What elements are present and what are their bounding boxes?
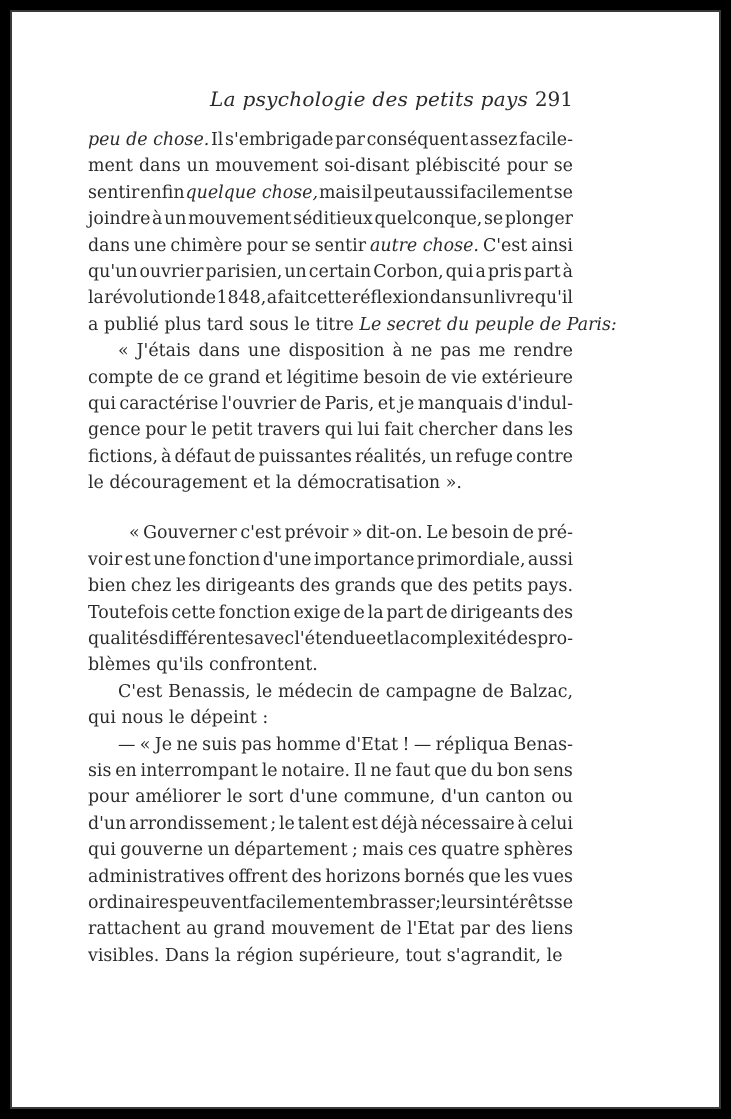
text-line: pour améliorer le sort d'une commune, d'un canton ou (88, 787, 573, 808)
book-page (10, 10, 721, 1109)
paragraph (88, 127, 617, 338)
paragraph (88, 520, 573, 678)
text-line: joindre à un mouvement séditieux quelconque, se plonger (88, 209, 573, 230)
page-number: 291 (534, 87, 573, 111)
section-gap (88, 496, 573, 520)
text-line: blèmes qu'ils confrontent. (88, 655, 318, 676)
text-line: a publié plus tard sous le titre Le secret du peuple de Paris: (88, 314, 617, 335)
text-line: qui nous le dépeint : (88, 708, 269, 729)
text-line: fictions, à défaut de puissantes réalités, un refuge contre (88, 446, 573, 467)
text-line: gence pour le petit travers qui lui fait chercher dans les (88, 420, 573, 441)
text-line: « Gouverner c'est prévoir » dit-on. Le besoin de pré- (129, 523, 573, 544)
text-line: qui gouverne un département ; mais ces quatre sphères (88, 840, 573, 861)
page-header (88, 79, 573, 119)
text-line: C'est Benassis, le médecin de campagne de Balzac, (118, 681, 573, 702)
text-line: sis en interrompant le notaire. Il ne faut que du bon sens (88, 760, 573, 781)
text-line: d'un arrondissement ; le talent est déjà nécessaire à celui (88, 813, 573, 834)
text-line: qu'un ouvrier parisien, un certain Corbon, qui a pris part à (88, 261, 573, 282)
text-line: administratives offrent des horizons bornés que les vues (88, 866, 573, 887)
text-line: dans une chimère pour se sentir autre chose. C'est ainsi (88, 235, 573, 256)
text-line: le découragement et la démocratisation ». (88, 473, 462, 494)
text-line: — « Je ne suis pas homme d'Etat ! — répliqua Benas- (118, 734, 573, 755)
text-line: la révolution de 1848, a fait cette réflexion dans un livre qu'il (88, 288, 573, 309)
text-line: voir est une fonction d'une importance primordiale, aussi (88, 549, 573, 570)
text-line: qualités différentes avec l'étendue et la complexité des pro- (88, 629, 573, 650)
text-line: sentir enfin quelque chose, mais il peut aussi facilement se (88, 182, 573, 203)
text-line: ordinaires peuvent facilement embrasser ; leurs intérêts se (88, 892, 574, 913)
text-line: Toutefois cette fonction exige de la part de dirigeants des (88, 602, 573, 623)
text-line: peu de chose. Il s'embrigade par conséquent assez facile- (88, 130, 573, 150)
quotation (88, 338, 573, 496)
text-line: visibles. Dans la région supérieure, tout s'agrandit, le (88, 945, 563, 966)
text-line: compte de ce grand et légitime besoin de vie extérieure (88, 367, 573, 388)
text-line: qui caractérise l'ouvrier de Paris, et je manquais d'indul- (88, 393, 573, 414)
text-line: « J'étais dans une disposition à ne pas me rendre (118, 341, 573, 362)
page-body (88, 127, 617, 969)
paragraph (88, 679, 573, 732)
text-line: ment dans un mouvement soi-disant plébiscité pour se (88, 156, 573, 177)
text-line: bien chez les dirigeants des grands que des petits pays. (88, 576, 573, 597)
paragraph (88, 732, 573, 970)
text-line: rattachent au grand mouvement de l'Etat par des liens (88, 919, 573, 940)
running-title: La psychologie des petits pays (210, 87, 529, 111)
